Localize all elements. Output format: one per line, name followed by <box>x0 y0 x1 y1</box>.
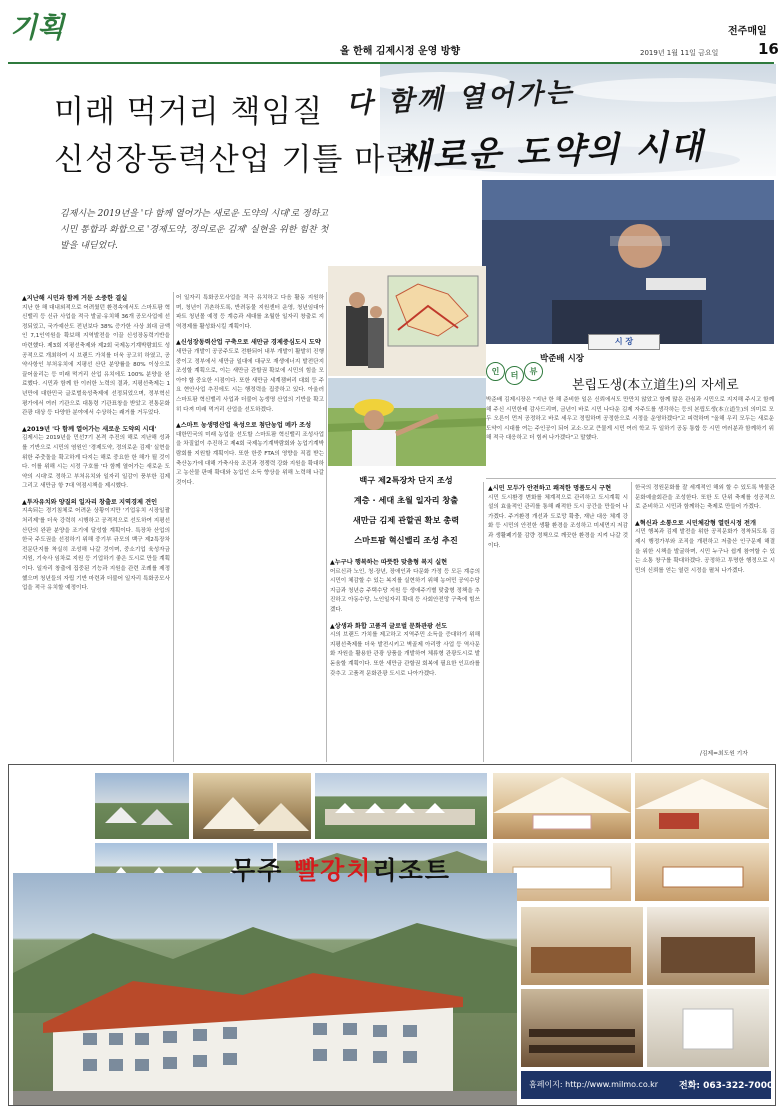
col4-body-2: 한국의 정원문화를 잘 세계적인 해외 할 수 있도록 박물관 문화예술회관을 조성한다. 또한 도 단위 축제를 성공적으로 준비하고 시민과 함께하는 축제로 만들어 가겠다. <box>635 485 775 511</box>
slogan-line-1: 다 함께 열어가는 <box>345 77 576 120</box>
col1-heading-3: ▲투자유치와 양질의 일자리 창출로 지역경제 견인 <box>22 498 158 506</box>
badge-char-3: 뷰 <box>524 362 543 381</box>
caption-line-2: 계층 · 세대 초월 일자리 창출 <box>353 495 459 505</box>
photo-caption-box <box>328 470 484 554</box>
ad-title-red: 빨강치 <box>294 856 373 885</box>
ad-photo-lobby <box>521 907 643 985</box>
ad-photo-campsite-aerial <box>315 773 487 839</box>
ad-photo-tent-living <box>635 773 769 839</box>
ad-photo-glamping-2 <box>193 773 311 839</box>
headline-line-1: 미래 먹거리 책임질 <box>54 94 324 130</box>
col2-body-1: 새만금 개발이 공공주도로 전환되어 내부 개발이 활발히 진행 중이고 정부에서 새만금 일대에 대규모 재생에너지 발전단지 조성할 계획으로, 이는 새만금 관할권 확보에 시민의 힘을 모아야 할 중요한 시점이다. 또한 새만금 세계잼버리 대회 등 주요 현안사업 추진에도 시는 행정력을 집중하고 있다. 아울러 스마트팜 혁신밸리 사업과 더불어 농생명 산업의 기반을 확고히 다져 미래 먹거리 산업을 선도하겠다. <box>176 348 324 413</box>
col4-heading-3: ▲혁신과 소통으로 시민체감형 열린시정 전개 <box>635 519 756 527</box>
article-col-4b <box>635 484 775 760</box>
ad-title-post: 리조트 <box>372 856 451 885</box>
col4-body-3: 시민 행복과 김제 발전을 위한 공직문화가 정착되도록 김제시 행정가부와 조직을 개편하고 저출산 인구문제 해결을 위한 시책을 발굴하며, 시민 누구나 쉽게 참여할 수 있는 소통 창구를 확대하겠다. 공정하고 투명한 행정으로 시민의 신뢰를 얻는 열린 시정을 펼쳐 나가겠다. <box>635 529 775 574</box>
badge-char-1: 인 <box>486 362 505 381</box>
caption-line-4: 스마트팜 혁신밸리 조성 추진 <box>354 535 458 545</box>
col-rule-1 <box>173 292 174 762</box>
col4-body-1: 시민 도시환경 변화를 체계적으로 관리하고 도시계획 시설의 효율적인 관리를 통해 쾌적한 도시 공간을 만들어 나가겠다. 주거환경 개선과 도로망 확충, 재난 대응 체계 강화 등 시민의 안전한 생활 환경을 조성하고 미세먼지 저감과 생활폐기물 감량 정책으로 깨끗한 환경을 지켜 나갈 것이다. <box>488 494 628 549</box>
article-col-3 <box>330 558 480 760</box>
ad-title-pre: 무주 <box>231 856 295 885</box>
col3-heading-2: ▲상생과 화합 고품격 글로벌 문화관광 선도 <box>330 622 448 630</box>
col2-heading-2: ▲스마트 농생명산업 육성으로 첨단농업 메카 조성 <box>176 422 312 430</box>
farm-scene <box>328 378 486 466</box>
map-briefing-photo <box>328 266 486 376</box>
mayor-figure <box>482 180 774 344</box>
mayor-nameplate <box>588 334 660 350</box>
section-label: 기획 <box>10 11 65 44</box>
col1-body-3: 지속되는 경기침체로 어려운 상황이지만 '기업유치 시장일괄처리제'를 더욱 강력히 시행하고 공격적으로 선도하여 지평선산단의 완판 분양을 조기에 달성할 계획이다. 특장차 산업의 한국 주도권을 선점하기 위해 중기부 규모의 백구 제2특장차 전문단지를 착실히 조성해 나갈 것이며, 중소기업 육성자금 지원, 기숙사 임차료 지원 등 기업하기 좋은 도시로 만들 계획이다. 일자리 창출에 집중된 기능과 지원을 관련 조례를 제정했으며 청년들의 자립 기반 마련과 더불어 일자리 특화공모사업을 적극 유치할 예정이다. <box>22 508 170 592</box>
col4-heading-1: ▲시민 모두가 안전하고 쾌적한 명품도시 구현 <box>488 485 612 492</box>
nameplate-text: 시 장 <box>614 337 634 346</box>
ad-photo-kitchen <box>647 907 769 985</box>
farm-site-photo <box>328 378 486 466</box>
interview-badge <box>486 362 546 380</box>
article-col-1 <box>22 294 170 760</box>
interview-title: 본립도생(本立道生)의 자세로 <box>572 378 739 393</box>
ad-photo-resort-building <box>13 873 517 1105</box>
ad-photo-bathroom <box>647 989 769 1067</box>
ad-photo-conference-hall <box>521 989 643 1067</box>
issue-date: 2019년 1월 11일 금요일 <box>640 49 719 57</box>
ad-phone: 전화: 063-322-7000 <box>679 1081 774 1091</box>
col2-heading-1: ▲신성장동력산업 구축으로 새만금 경제중심도시 도약 <box>176 339 321 347</box>
col1-heading-2: ▲2019년 '다 함께 열어가는 새로운 도약의 시대' <box>22 425 157 433</box>
col3-body-1: 어르신과 노인, 청·장년, 장애인과 다문화 가정 등 모든 계층의 시민이 체감할 수 있는 복지를 실현하기 위해 농어민 공익수당 지급과 청년층 주택수당 지원 등 생애주기별 맞춤형 정책을 추진하고 아동수당, 노인일자리 확대 등 사회안전망 구축에 힘쓰겠다. <box>330 568 480 613</box>
lead-paragraph: 김제시는 2019년을 '다 함께 열어가는 새로운 도약의 시대'로 정하고 시민 통합과 화합으로 '경제도약, 정의로운 김제' 실현을 위한 힘찬 첫발을 내딛었다. <box>60 209 329 251</box>
col1-heading-1: ▲지난해 시민과 함께 거둔 소중한 결실 <box>22 295 128 302</box>
byline: /김제=최도원 기자 <box>700 751 748 757</box>
col2-body-2: 대한민국의 미래 농업을 선도할 스마트팜 혁신밸리 조성사업을 차질없이 추진하고 제4회 국제농기계박람회와 농업기계박람회를 지원할 계획이다. 또한 한중 FTA의 영향을 직접 받는 축산농가에 대해 가축사육 조건과 경쟁력 강화 지원을 확대하고 농산물 판매 확대와 농업인 소득 향상을 위해 노력해 나갈 것이다. <box>176 431 324 486</box>
article-col-2 <box>176 294 324 760</box>
paper-name: 전주매일 <box>728 26 767 37</box>
caption-line-1: 백구 제2특장차 단지 조성 <box>359 475 453 485</box>
article-col-4a <box>488 484 628 760</box>
topic-header: 올 한해 김제시정 운영 방향 <box>339 46 461 57</box>
col1-body-1: 지난 한 해 대내외적으로 어려웠던 환경속에서도 스마트팜 혁신밸리 등 신규 사업을 적극 발굴·유치해 36개 공모사업에 선정되었고, 국가예산도 전년보다 38% 증가한 사상 최대 금액인 7,1인억원을 확보해 지역발전을 이끌 신성장동력기반을 마련했다. 제3회 지평선축제와 제2회 국제농기계박람회도 성공적으로 개최하여 시 브랜드 가치를 더욱 공고히 하였고, 공약사항인 부처유치에 지평선 산단 분양률을 80% 이상으로 끌어올리는 등 미래 먹거리 산업 유치에도 100% 분양을 완료했다. 시민과 함께 한 이러한 노력의 결과, 지평선축제는 1년만에 대한민국 글로벌육성축제에 선정되었으며, 정부혁신평가에서 여러 기관으로 대통령 기관표창을 받았고 전통문화관광 대상 등 다양한 분야에서 수상하는 쾌거를 거두었다. <box>22 304 170 417</box>
col-rule-3 <box>483 482 484 762</box>
interview-rule <box>486 478 776 479</box>
headline-line-2: 신성장동력산업 기틀 마련 <box>54 142 417 178</box>
col-rule-4 <box>631 482 632 762</box>
resort-building-scene <box>13 873 517 1105</box>
ad-homepage: 홈페이지: http://www.milmo.co.kr <box>529 1080 659 1089</box>
interview-body: 박준배 김제시장은 "지난 한 해 준비한 일은 신뢰에서도 만만치 않았고 함께 많은 관심과 시민으로 지지해 주시고 함께해 주신 시민한테 감사드리며, 금년이 바로 시민 나다운 김제 자주도를 생각하는 등의 본립도생(本立道生)의 의미로 모두 오른이 먼저 공정하고 바로 세우고 정립하며 공정한으로 시정을 운영하겠다"고 피력하며 "올해 우리 모두는 새로운 도약이 시대를 여는 주인공이 되어 교소·모교 큰물게 시민 여러 학교 두 일하기 공동 통합 등 시민 여러분과 함께하기 위해 적극 대응하고 더 힘써 나가겠다"고 말했다. <box>486 397 774 442</box>
ad-photo-tent-bedroom <box>493 773 631 839</box>
col1-body-2: 김제시는 2019년을 민선7기 본격 추진의 해로 지난해 성과를 기반으로 시민의 염원인 '경제도약, 정의로운 김제' 실현을 위한 주춧돌을 확고하게 다지는 해로 중요한 한 해가 될 것이다. 이를 위해 시는 시정 구호를 '다 함께 열어가는 새로운 도약의 시대'로 정하고 부처유치와 일자리 일감이 풍부한 김제 그리고 새만금 항 7대 역점시책을 제시했다. <box>22 435 170 490</box>
map-scene <box>328 266 486 376</box>
interview-person: 박준배 시장 <box>540 354 585 364</box>
col-rule-2 <box>326 292 327 762</box>
ad-photo-tent-bed-2 <box>635 843 769 901</box>
col3-body-2: 시의 브랜드 가치를 제고하고 지역주민 소득을 증대하기 위해 지평선축제를 더욱 발전시키고 벽골제 아리랑 사업 등 역사문화 자원을 활용한 관광 상품을 개발하여 체류형 관광도시로 발돋움할 계획이다. 또한 새만금 관할권 회복에 필요한 인프라를 갖추고 고품격 문화관광 도시로 나아가겠다. <box>330 632 480 677</box>
interview-box <box>486 352 776 476</box>
mayor-speaking-photo <box>482 180 774 344</box>
ad-photo-glamping-1 <box>95 773 189 839</box>
page-number: 16 <box>758 40 779 58</box>
badge-char-2: 터 <box>505 366 524 385</box>
caption-line-3: 새만금 김제 관할권 확보 총력 <box>352 515 460 525</box>
col2-body-0: 어 일자리 특화공모사업을 적극 유치하고 다음 활동 지원하며, 청년이 귀촌하도록, 반려동물 지원센터 운영, 청년임대아파트 청년몰 예정 등 계층과 세대를 초월한 일자리 창출로 지역경제를 활성화시킬 계획이다. <box>176 295 324 330</box>
slogan-line-2: 새로운 도약의 시대 <box>397 126 706 178</box>
resort-advert <box>8 764 776 1106</box>
ad-title <box>231 851 451 887</box>
col3-heading-1: ▲누구나 행복하는 따뜻한 맞춤형 복지 실현 <box>330 559 448 566</box>
ad-contact-bar <box>521 1071 774 1099</box>
